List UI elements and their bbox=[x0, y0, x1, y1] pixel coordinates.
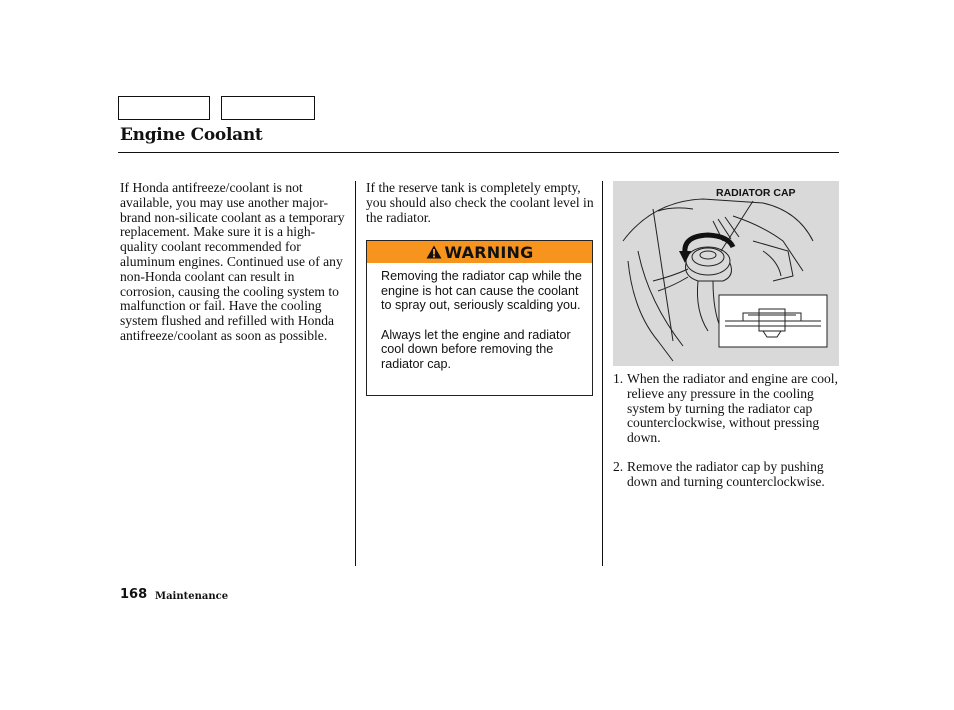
step-1 bbox=[613, 372, 839, 446]
step-text: When the radiator and engine are cool, relieve any pressure in the cooling system by turning the radiator cap counterclockwise, without pressing down. bbox=[627, 371, 838, 446]
step-text: Remove the radiator cap by pushing down and turning counterclockwise. bbox=[627, 458, 825, 489]
radiator-cap-illustration bbox=[613, 181, 839, 366]
page-title: Engine Coolant bbox=[120, 125, 263, 145]
step-2 bbox=[613, 460, 839, 490]
column-divider-1 bbox=[355, 181, 356, 566]
nav-tab-box-2[interactable] bbox=[221, 96, 315, 120]
warning-box bbox=[366, 240, 593, 396]
warning-header bbox=[367, 241, 592, 263]
radiator-cap-drawing bbox=[613, 181, 839, 366]
step-number: 1. bbox=[613, 371, 624, 386]
warning-text-2: Always let the engine and radiator cool down before removing the radiator cap. bbox=[381, 327, 571, 371]
instruction-steps bbox=[613, 372, 839, 504]
warning-triangle-icon bbox=[426, 245, 442, 259]
nav-tab-box-1[interactable] bbox=[118, 96, 210, 120]
coolant-replacement-paragraph: If Honda antifreeze/coolant is not available, you may use another major-brand non-silicate coolant as a temporary replacement. Make sure it is a high-quality coolant recommended for aluminum engines. Continued use of any non-Honda coolant can result in corrosion, causing the cooling system to malfunction or fail. Have the cooling system flushed and refilled with Honda antifreeze/coolant as soon as possible. bbox=[120, 180, 345, 343]
column-divider-2 bbox=[602, 181, 603, 566]
step-number: 2. bbox=[613, 458, 624, 474]
warning-heading: WARNING bbox=[444, 242, 534, 262]
radiator-cap-label: RADIATOR CAP bbox=[716, 187, 796, 199]
page-number: 168 bbox=[120, 587, 148, 602]
title-rule bbox=[118, 152, 839, 153]
warning-text-1: Removing the radiator cap while the engine is hot can cause the coolant to spray out, seriously scalding you. bbox=[381, 269, 582, 313]
section-name: Maintenance bbox=[155, 591, 229, 602]
reserve-tank-paragraph: If the reserve tank is completely empty, you should also check the coolant level in the radiator. bbox=[366, 180, 594, 225]
